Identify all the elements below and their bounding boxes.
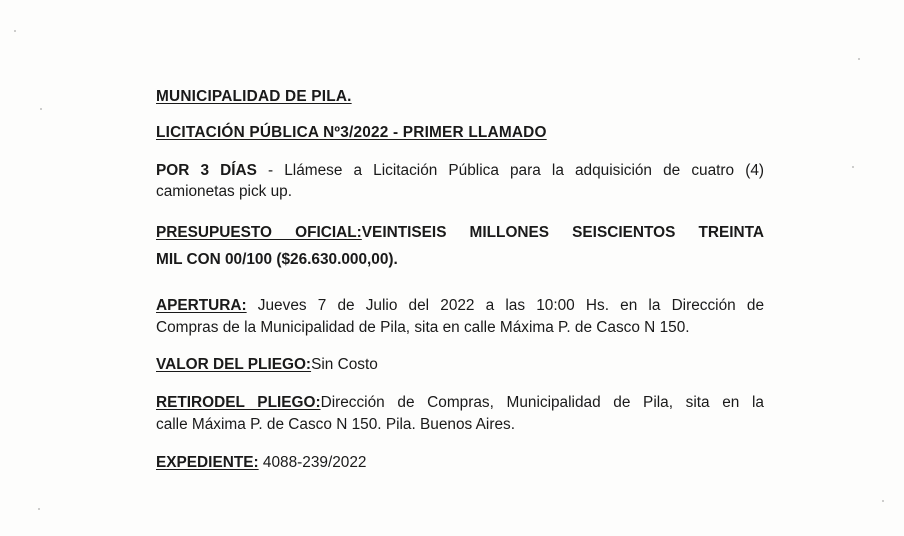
intro-lead: POR 3 DÍAS (156, 162, 257, 179)
budget-label: PRESUPUESTO OFICIAL: (156, 224, 362, 241)
scan-speck (852, 166, 854, 168)
pickup-line-1 (156, 392, 764, 413)
scan-speck (882, 500, 884, 502)
scan-speck (38, 508, 40, 510)
file-line (156, 452, 366, 473)
scan-speck (14, 30, 16, 32)
budget-line-2: MIL CON 00/100 ($26.630.000,00). (156, 251, 398, 268)
pliego-value-line (156, 354, 378, 375)
municipality-title: MUNICIPALIDAD DE PILA. (156, 88, 352, 105)
scan-speck (40, 108, 42, 110)
file-label: EXPEDIENTE: (156, 454, 259, 471)
budget-value-1: VEINTISEIS MILLONES SEISCIENTOS TREINTA (361, 224, 764, 241)
intro-line-1 (156, 160, 764, 181)
opening-line-1 (156, 295, 764, 316)
opening-text: Jueves 7 de Julio del 2022 a las 10:00 Hs. en la Dirección de (246, 297, 764, 314)
opening-line-2: Compras de la Municipalidad de Pila, sita en calle Máxima P. de Casco N 150. (156, 319, 690, 336)
pliego-value: Sin Costo (311, 356, 378, 373)
tender-title: LICITACIÓN PÚBLICA Nº3/2022 - PRIMER LLAMADO (156, 124, 547, 141)
budget-line-1 (156, 222, 764, 243)
pickup-text: Dirección de Compras, Municipalidad de Pila, sita en la (320, 394, 764, 411)
pliego-value-label: VALOR DEL PLIEGO: (156, 356, 312, 373)
scan-speck (858, 58, 860, 60)
opening-label: APERTURA: (156, 297, 247, 314)
pickup-line-2: calle Máxima P. de Casco N 150. Pila. Buenos Aires. (156, 416, 516, 433)
pickup-label: RETIRODEL PLIEGO: (156, 394, 321, 411)
file-number: 4088-239/2022 (258, 454, 367, 471)
intro-text: - Llámese a Licitación Pública para la adquisición de cuatro (4) (256, 162, 765, 179)
intro-line-2: camionetas pick up. (156, 183, 293, 200)
